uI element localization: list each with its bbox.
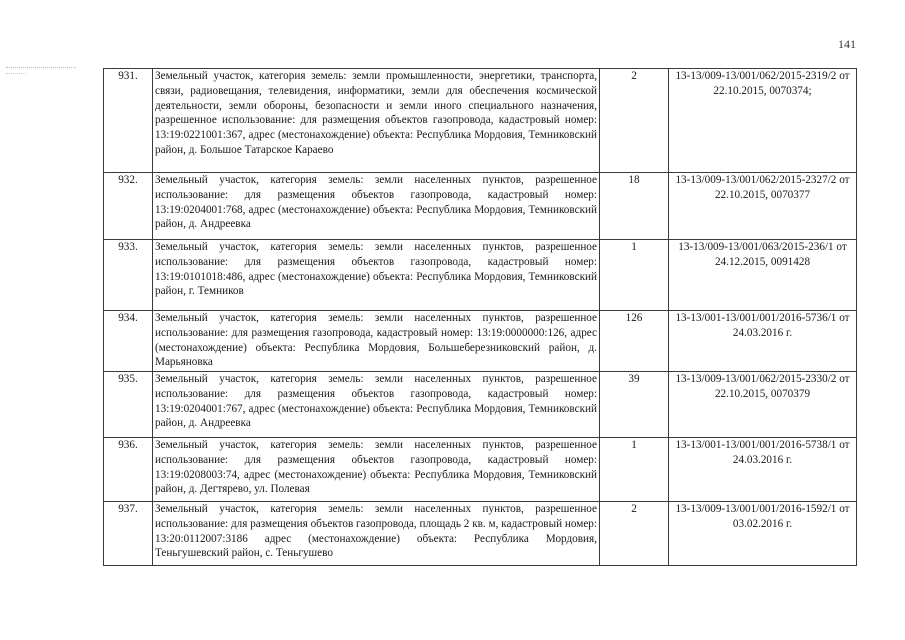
row-number: 933. [104, 240, 153, 311]
plot-description: Земельный участок, категория земель: земли населенных пунктов, разрешенное использование: для размещения объектов газопровода, кадастровый номер: 13:19:0204001:767, адрес (местонахождение) объекта: Республика Мордовия, Темниковский район, д. Андреевка [153, 372, 600, 438]
row-number: 934. [104, 311, 153, 372]
registration-record: 13-13/009-13/001/063/2015-236/1 от 24.12.2015, 0091428 [669, 240, 857, 311]
registration-record: 13-13/009-13/001/062/2015-2330/2 от 22.10.2015, 0070379 [669, 372, 857, 438]
row-number: 935. [104, 372, 153, 438]
row-number: 931. [104, 69, 153, 173]
plot-quantity: 126 [600, 311, 669, 372]
plot-quantity: 39 [600, 372, 669, 438]
plot-description: Земельный участок, категория земель: земли населенных пунктов, разрешенное использование: для размещения газопровода, кадастровый номер: 13:19:0000000:126, адрес (местонахождение) объекта: Республика Мордовия, Большеберезниковский район, д. Марьяновка [153, 311, 600, 372]
page-number: 141 [838, 37, 856, 51]
row-number: 932. [104, 173, 153, 240]
table-row [104, 240, 857, 311]
plot-quantity: 2 [600, 502, 669, 566]
table-row [104, 502, 857, 566]
table-row [104, 438, 857, 502]
table-row [104, 372, 857, 438]
table-row [104, 311, 857, 372]
plot-quantity: 2 [600, 69, 669, 173]
registration-record: 13-13/001-13/001/001/2016-5738/1 от 24.03.2016 г. [669, 438, 857, 502]
row-number: 936. [104, 438, 153, 502]
plot-description: Земельный участок, категория земель: земли промышленности, энергетики, транспорта, связи, радиовещания, телевидения, информатики, земли для обеспечения космической деятельности, земли обороны, безопасности и земли иного специального назначения, разрешенное использование: для размещения объектов газопровода, кадастровый номер: 13:19:0221001:367, адрес (местонахождение) объекта: Республика Мордовия, Темниковский район, д. Большое Татарское Караево [153, 69, 600, 173]
plot-quantity: 1 [600, 438, 669, 502]
registration-record: 13-13/009-13/001/062/2015-2327/2 от 22.10.2015, 0070377 [669, 173, 857, 240]
plot-description: Земельный участок, категория земель: земли населенных пунктов, разрешенное использование: для размещения объектов газопровода, кадастровый номер: 13:19:0204001:768, адрес (местонахождение) объекта: Республика Мордовия, Темниковский район, д. Андреевка [153, 173, 600, 240]
table-row [104, 173, 857, 240]
margin-scan-marks-2 [6, 73, 26, 78]
plot-description: Земельный участок, категория земель: земли населенных пунктов, разрешенное использование: для размещения объектов газопровода, площадь 2 кв. м, кадастровый номер: 13:20:0112007:3186 адрес (местонахождение) объекта: Республика Мордовия, Теньгушевский район, с. Теньгушево [153, 502, 600, 566]
row-number: 937. [104, 502, 153, 566]
registration-record: 13-13/009-13/001/062/2015-2319/2 от 22.10.2015, 0070374; [669, 69, 857, 173]
plot-description: Земельный участок, категория земель: земли населенных пунктов, разрешенное использование: для размещения объектов газопровода, кадастровый номер: 13:19:0101018:486, адрес (местонахождение) объекта: Республика Мордовия, Темниковский район, г. Темников [153, 240, 600, 311]
plot-quantity: 1 [600, 240, 669, 311]
plot-description: Земельный участок, категория земель: земли населенных пунктов, разрешенное использование: для размещения объектов газопровода, кадастровый номер: 13:19:0208003:74, адрес (местонахождение) объекта: Республика Мордовия, Темниковский район, д. Дегтярево, ул. Полевая [153, 438, 600, 502]
plot-quantity: 18 [600, 173, 669, 240]
registration-record: 13-13/009-13/001/001/2016-1592/1 от 03.02.2016 г. [669, 502, 857, 566]
registration-record: 13-13/001-13/001/001/2016-5736/1 от 24.03.2016 г. [669, 311, 857, 372]
table-row [104, 69, 857, 173]
land-plots-table [103, 68, 857, 566]
